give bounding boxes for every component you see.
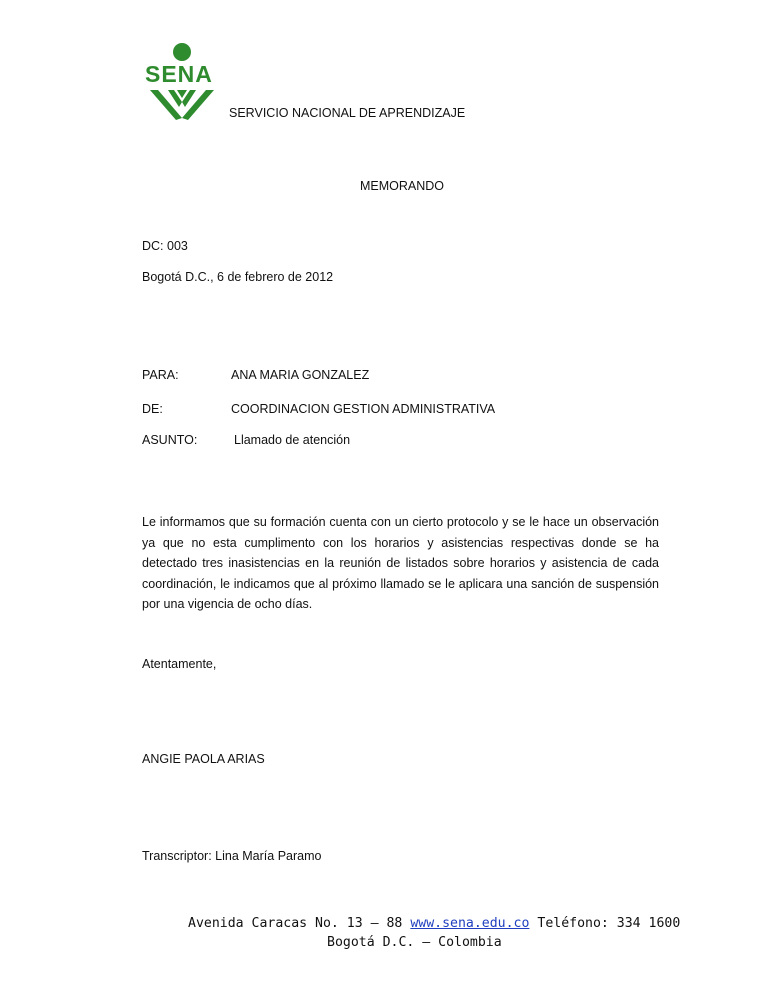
footer-city: Bogotá D.C. – Colombia — [327, 935, 502, 950]
memo-body: Le informamos que su formación cuenta con un cierto protocolo y se le hace un observación ya que no esta cumplimento con los horarios y asistencias respectivas donde se ha detectado tres inasistencias en la reunión de listados sobre horarios y asistencia de cada coordinación, le indicamos que al próximo llamado se le aplicara una sanción de suspensión por una vigencia de ocho días. — [142, 515, 659, 612]
para-value: ANA MARIA GONZALEZ — [231, 368, 370, 382]
organization-name: SERVICIO NACIONAL DE APRENDIZAJE — [229, 106, 466, 120]
document-code: DC: 003 — [142, 239, 188, 253]
transcriptor: Transcriptor: Lina María Paramo — [142, 849, 322, 863]
document-date: Bogotá D.C., 6 de febrero de 2012 — [142, 270, 334, 284]
de-value: COORDINACION GESTION ADMINISTRATIVA — [231, 402, 496, 416]
footer-contact-line — [188, 916, 680, 931]
asunto-value: Llamado de atención — [234, 433, 351, 447]
sena-logo-text: SENA — [145, 61, 213, 87]
footer-phone: Teléfono: 334 1600 — [537, 916, 681, 931]
document-title: MEMORANDO — [360, 179, 445, 193]
de-label: DE: — [142, 402, 163, 416]
sena-logo-graphic — [141, 40, 227, 122]
closing-salutation: Atentamente, — [142, 657, 217, 671]
footer-website-link[interactable]: www.sena.edu.co — [410, 916, 530, 931]
signer-name: ANGIE PAOLA ARIAS — [142, 752, 265, 766]
asunto-label: ASUNTO: — [142, 433, 198, 447]
sena-logo — [141, 40, 227, 122]
footer-address: Avenida Caracas No. 13 – 88 — [188, 916, 403, 931]
para-label: PARA: — [142, 368, 179, 382]
